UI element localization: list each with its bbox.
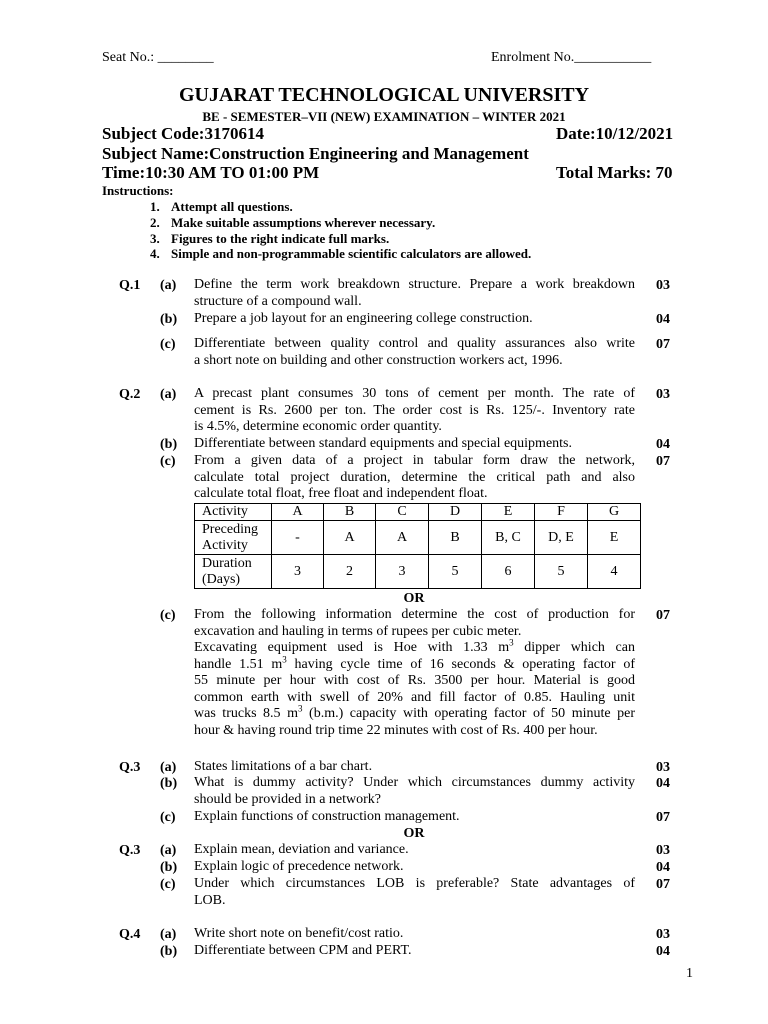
question-text xyxy=(194,436,635,453)
table-cell: A xyxy=(376,521,429,555)
table-cell: E xyxy=(482,504,535,521)
question-number: Q.1 xyxy=(119,278,141,293)
question-text xyxy=(194,943,635,960)
instruction-number: 2. xyxy=(150,215,160,230)
page-number: 1 xyxy=(686,966,693,981)
table-cell: B, C xyxy=(482,521,535,555)
question-number: Q.3 xyxy=(119,760,141,775)
marks: 03 xyxy=(656,843,670,858)
instruction-item: Simple and non-programmable scientific calculators are allowed. xyxy=(171,246,532,261)
exam-title: BE - SEMESTER–VII (NEW) EXAMINATION – WINTER 2021 xyxy=(202,109,566,124)
text-line: From a given data of a project in tabular form draw the network, xyxy=(194,453,635,468)
table-row-label xyxy=(195,555,272,589)
table-cell: G xyxy=(588,504,641,521)
text-line: Differentiate between standard equipments and special equipments. xyxy=(194,436,572,451)
text-line: Write short note on benefit/cost ratio. xyxy=(194,926,404,941)
marks: 07 xyxy=(656,810,670,825)
table-cell: 2 xyxy=(324,555,376,589)
text-line: A precast plant consumes 30 tons of cement per month. The rate of xyxy=(194,386,635,401)
question-text xyxy=(194,386,635,436)
text-line: should be provided in a network? xyxy=(194,791,382,807)
or-divider: OR xyxy=(403,826,425,841)
text-line: calculate total float, free float and independent float. xyxy=(194,486,488,501)
question-number: Q.3 xyxy=(119,843,141,858)
marks: 04 xyxy=(656,944,670,959)
enrolment-no: Enrolment No.___________ xyxy=(491,50,652,65)
question-number: Q.2 xyxy=(119,387,141,402)
marks: 03 xyxy=(656,927,670,942)
part-label: (b) xyxy=(160,776,178,791)
table-cell: E xyxy=(588,521,641,555)
text-line: Differentiate between CPM and PERT. xyxy=(194,943,412,958)
question-text xyxy=(194,876,635,909)
text-line: excavation and hauling in terms of rupees per cubic meter. xyxy=(194,623,522,639)
instruction-number: 1. xyxy=(150,199,160,214)
part-label: (a) xyxy=(160,387,177,402)
part-label: (c) xyxy=(160,877,176,892)
university-title: GUJARAT TECHNOLOGICAL UNIVERSITY xyxy=(178,84,590,106)
text-fragment: was trucks 8.5 m xyxy=(194,706,298,721)
text-line: Define the term work breakdown structure. Prepare a work breakdown xyxy=(194,277,635,292)
table-cell: 5 xyxy=(429,555,482,589)
table-cell: Activity xyxy=(195,504,272,521)
question-text xyxy=(194,311,635,328)
marks: 03 xyxy=(656,760,670,775)
instruction-number: 4. xyxy=(150,246,160,261)
text-line: Differentiate between quality control and quality assurances also write xyxy=(194,336,635,351)
text-line: cement is Rs. 2600 per ton. The order cost is Rs. 125/-. Inventory rate xyxy=(194,402,635,418)
marks: 04 xyxy=(656,312,670,327)
marks: 07 xyxy=(656,608,670,623)
marks: 07 xyxy=(656,877,670,892)
exam-date: Date:10/12/2021 xyxy=(556,124,674,143)
text-line: Under which circumstances LOB is preferable? State advantages of xyxy=(194,876,635,891)
row-label-line: (Days) xyxy=(202,571,241,587)
text-fragment: handle 1.51 m xyxy=(194,656,283,672)
text-line xyxy=(194,637,635,657)
part-label: (c) xyxy=(160,608,176,623)
part-label: (a) xyxy=(160,760,177,775)
table-cell: A xyxy=(324,521,376,555)
question-text xyxy=(194,842,635,859)
part-label: (a) xyxy=(160,843,177,858)
text-line: Prepare a job layout for an engineering college construction. xyxy=(194,311,533,326)
text-line: Explain functions of construction management. xyxy=(194,809,460,824)
total-marks: Total Marks: 70 xyxy=(556,163,673,182)
question-number: Q.4 xyxy=(119,927,141,942)
part-label: (b) xyxy=(160,312,178,327)
seat-no: Seat No.: ________ xyxy=(102,50,214,65)
superscript: 3 xyxy=(509,637,514,648)
row-label-line: Duration xyxy=(202,555,252,571)
text-line: hour & having round trip time 22 minutes with cost of Rs. 400 per hour. xyxy=(194,722,598,738)
text-line: LOB. xyxy=(194,892,226,908)
text-fragment: having cycle time of 16 seconds & operating factor of xyxy=(286,656,635,672)
question-text xyxy=(194,926,635,943)
row-label-line: Preceding xyxy=(202,521,258,537)
text-line: Explain mean, deviation and variance. xyxy=(194,842,409,857)
text-line: structure of a compound wall. xyxy=(194,293,362,309)
marks: 07 xyxy=(656,337,670,352)
question-text xyxy=(194,336,635,369)
table-row xyxy=(195,555,641,589)
text-line: What is dummy activity? Under which circumstances dummy activity xyxy=(194,775,635,790)
table-cell: A xyxy=(272,504,324,521)
table-row xyxy=(195,504,641,521)
part-label: (a) xyxy=(160,278,177,293)
table-cell: B xyxy=(429,521,482,555)
table-row-label xyxy=(195,521,272,555)
instruction-item: Attempt all questions. xyxy=(171,199,293,214)
part-label: (b) xyxy=(160,437,178,452)
table-cell: 5 xyxy=(535,555,588,589)
marks: 04 xyxy=(656,860,670,875)
table-cell: 6 xyxy=(482,555,535,589)
part-label: (a) xyxy=(160,927,177,942)
table-cell: 4 xyxy=(588,555,641,589)
text-line: calculate total project duration, determine the critical path and also xyxy=(194,469,635,485)
text-line: a short note on building and other construction workers act, 1996. xyxy=(194,352,563,368)
question-text xyxy=(194,809,635,826)
text-line: 55 minute per hour with cost of Rs. 3500 per hour. Material is good xyxy=(194,673,635,688)
question-text xyxy=(194,607,635,739)
part-label: (c) xyxy=(160,810,176,825)
superscript: 3 xyxy=(282,653,287,664)
text-fragment: dipper which can xyxy=(513,640,635,655)
subject-code: Subject Code:3170614 xyxy=(102,124,264,143)
part-label: (b) xyxy=(160,944,178,959)
table-cell: F xyxy=(535,504,588,521)
table-cell: C xyxy=(376,504,429,521)
table-cell: D, E xyxy=(535,521,588,555)
table-row xyxy=(195,521,641,555)
instruction-item: Figures to the right indicate full marks. xyxy=(171,231,390,246)
question-text xyxy=(194,277,635,310)
table-cell: - xyxy=(272,521,324,555)
text-fragment: (b.m.) capacity with operating factor of 50 minute per xyxy=(302,706,635,721)
activity-table xyxy=(194,503,641,589)
instruction-item: Make suitable assumptions wherever necessary. xyxy=(171,215,436,230)
text-line xyxy=(194,703,635,723)
superscript: 3 xyxy=(298,703,303,714)
question-text xyxy=(194,759,635,776)
table-cell: 3 xyxy=(272,555,324,589)
question-text xyxy=(194,775,635,808)
marks: 03 xyxy=(656,387,670,402)
or-divider: OR xyxy=(403,591,425,606)
text-line: is 4.5%, determine economic order quantity. xyxy=(194,419,442,434)
marks: 03 xyxy=(656,278,670,293)
text-line xyxy=(194,653,635,674)
row-label-line: Activity xyxy=(202,537,248,553)
part-label: (c) xyxy=(160,337,176,352)
marks: 04 xyxy=(656,437,670,452)
marks: 04 xyxy=(656,776,670,791)
part-label: (b) xyxy=(160,860,178,875)
instruction-number: 3. xyxy=(150,231,160,246)
part-label: (c) xyxy=(160,454,176,469)
exam-time: Time:10:30 AM TO 01:00 PM xyxy=(102,163,320,182)
subject-name: Subject Name:Construction Engineering and Management xyxy=(102,144,529,163)
table-cell: B xyxy=(324,504,376,521)
text-fragment: Excavating equipment used is Hoe with 1.33 m xyxy=(194,640,510,655)
table-cell: D xyxy=(429,504,482,521)
table-cell: 3 xyxy=(376,555,429,589)
text-line: common earth with swell of 20% and fill factor of 0.85. Hauling unit xyxy=(194,689,635,705)
text-line: States limitations of a bar chart. xyxy=(194,759,373,774)
text-line: Explain logic of precedence network. xyxy=(194,859,404,874)
text-line: From the following information determine the cost of production for xyxy=(194,607,635,622)
instructions-heading: Instructions: xyxy=(102,183,174,198)
marks: 07 xyxy=(656,454,670,469)
question-text xyxy=(194,859,635,876)
question-text xyxy=(194,453,635,503)
